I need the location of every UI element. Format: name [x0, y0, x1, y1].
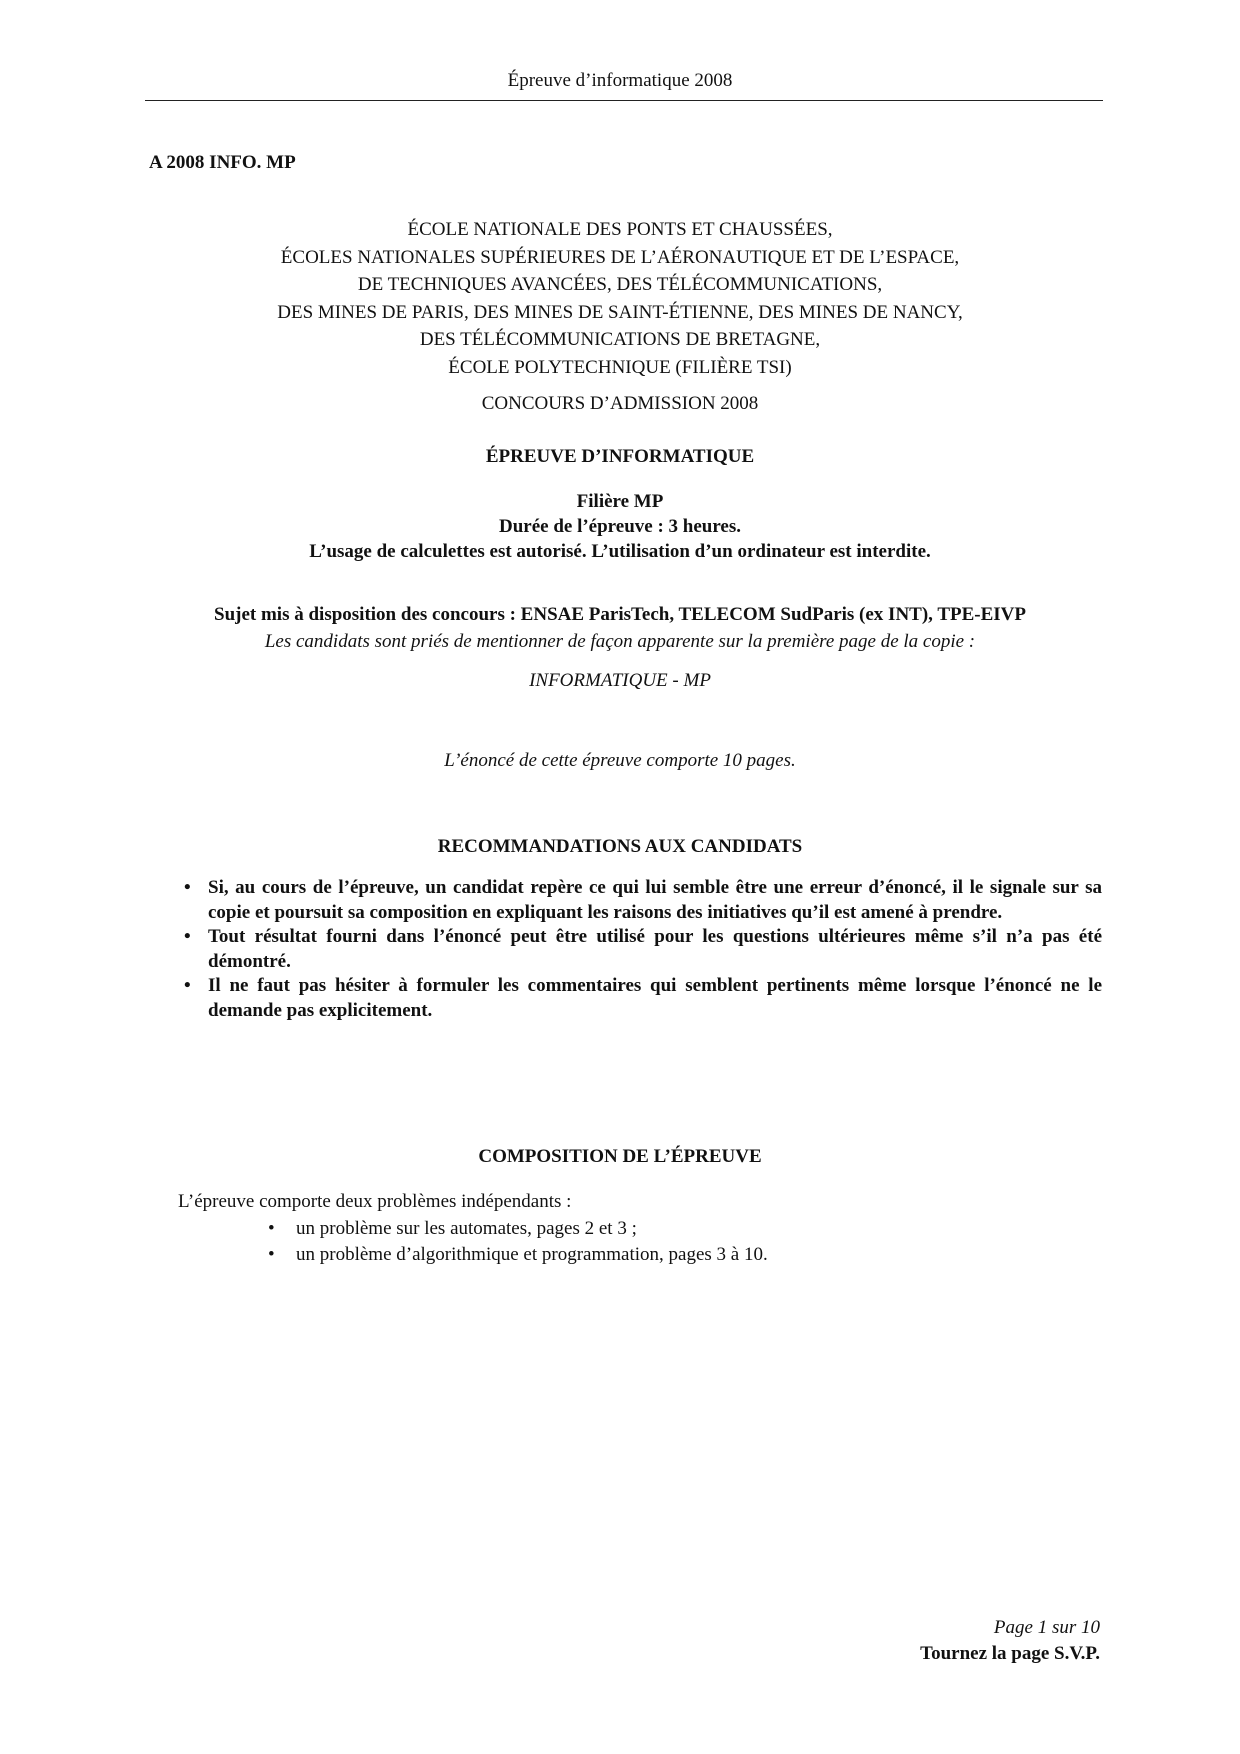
- school-line: ÉCOLE NATIONALE DES PONTS ET CHAUSSÉES,: [407, 219, 833, 240]
- running-header: Épreuve d’informatique 2008: [507, 70, 733, 91]
- schools-block: [0, 216, 1240, 381]
- usage-rules: L’usage de calculettes est autorisé. L’utilisation d’un ordinateur est interdite.: [309, 541, 931, 562]
- bullet-icon: •: [268, 1244, 275, 1265]
- school-line: DE TECHNIQUES AVANCÉES, DES TÉLÉCOMMUNICATIONS,: [357, 274, 883, 295]
- duration-label: Durée de l’épreuve : 3 heures.: [498, 516, 742, 537]
- copy-header: INFORMATIQUE - MP: [529, 670, 711, 691]
- turn-page-note: Tournez la page S.V.P.: [920, 1643, 1100, 1664]
- bullet-icon: •: [184, 975, 191, 996]
- mention-line: Les candidats sont priés de mentionner de façon apparente sur la première page de la copie :: [264, 631, 976, 652]
- exam-code: A 2008 INFO. MP: [149, 152, 296, 173]
- list-item-text: Tout résultat fourni dans l’énoncé peut être utilisé pour les questions ultérieures même s’il n’a pas été démontré.: [208, 926, 1102, 972]
- composition-intro: L’épreuve comporte deux problèmes indépendants :: [178, 1191, 572, 1212]
- list-item: [268, 1242, 768, 1268]
- bullet-icon: •: [268, 1218, 275, 1239]
- exam-info-block: [0, 489, 1240, 564]
- list-item: [184, 876, 1102, 925]
- list-item: [184, 974, 1102, 1023]
- page-count-note: L’énoncé de cette épreuve comporte 10 pages.: [444, 750, 796, 771]
- list-item-text: un problème d’algorithmique et programmation, pages 3 à 10.: [296, 1244, 768, 1265]
- list-item-text: Il ne faut pas hésiter à formuler les commentaires qui semblent pertinents même lorsque l’énoncé ne le demande pas explicitement.: [208, 975, 1102, 1021]
- bullet-icon: •: [184, 926, 191, 947]
- school-line: DES MINES DE PARIS, DES MINES DE SAINT-ÉTIENNE, DES MINES DE NANCY,: [277, 301, 963, 323]
- school-line: ÉCOLES NATIONALES SUPÉRIEURES DE L’AÉRONAUTIQUE ET DE L’ESPACE,: [280, 246, 960, 268]
- composition-title: COMPOSITION DE L’ÉPREUVE: [478, 1146, 762, 1167]
- list-item-text: Si, au cours de l’épreuve, un candidat repère ce qui lui semble être une erreur d’énoncé, il le signale sur sa copie et poursuit sa composition en expliquant les raisons des initiatives qu’il est amené à prendre.: [208, 877, 1102, 923]
- recommendations-list: [184, 876, 1102, 1023]
- concours-title: CONCOURS D’ADMISSION 2008: [481, 393, 759, 414]
- bullet-icon: •: [184, 877, 191, 898]
- composition-list: [268, 1216, 768, 1268]
- exam-title: ÉPREUVE D’INFORMATIQUE: [485, 446, 755, 467]
- list-item-text: un problème sur les automates, pages 2 et 3 ;: [296, 1218, 637, 1239]
- list-item: [268, 1216, 768, 1242]
- school-line: ÉCOLE POLYTECHNIQUE (FILIÈRE TSI): [448, 356, 792, 378]
- header-rule: [145, 100, 1103, 101]
- filiere-label: Filière MP: [576, 491, 664, 512]
- page-number: Page 1 sur 10: [993, 1617, 1100, 1638]
- school-line: DES TÉLÉCOMMUNICATIONS DE BRETAGNE,: [419, 329, 821, 350]
- recommendations-title: RECOMMANDATIONS AUX CANDIDATS: [437, 836, 803, 857]
- list-item: [184, 925, 1102, 974]
- sujet-line: Sujet mis à disposition des concours : ENSAE ParisTech, TELECOM SudParis (ex INT), TPE-EIVP: [214, 604, 1026, 625]
